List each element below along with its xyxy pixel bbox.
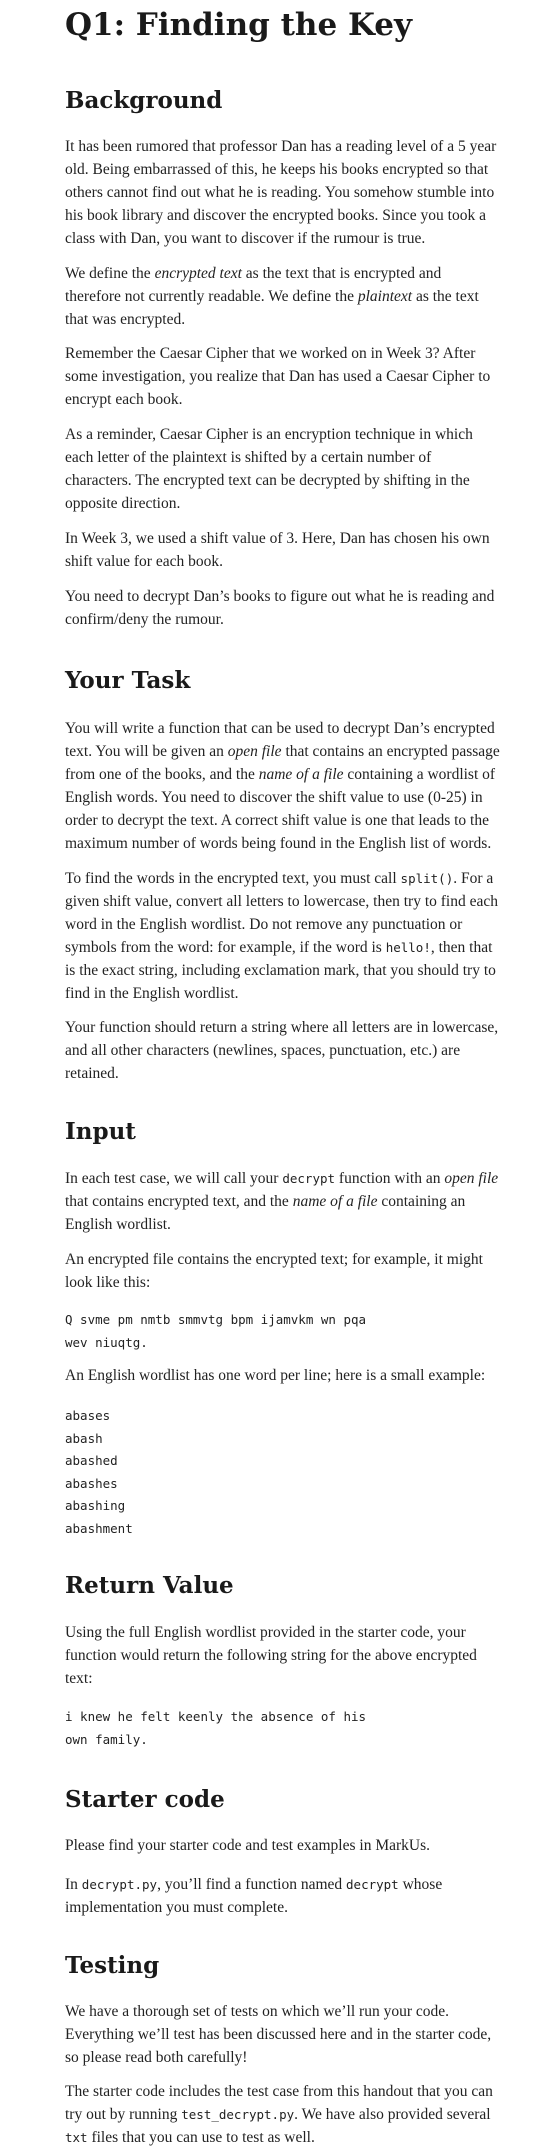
input-paragraph-3: An English wordlist has one word per line; here is a small example: xyxy=(65,1367,486,1384)
background-paragraph-6 xyxy=(65,585,530,631)
text-line: is the exact string, including exclamation mark, that you should try to xyxy=(65,962,496,979)
code-line: i knew he felt keenly the absence of his xyxy=(65,1709,367,1724)
text-line: You will write a function that can be used to decrypt Dan’s encrypted xyxy=(65,720,495,737)
text-line xyxy=(65,867,530,890)
text-line: text: xyxy=(65,1670,93,1687)
code-line: own family. xyxy=(65,1731,148,1747)
heading-input: Input xyxy=(65,1118,136,1145)
text-line xyxy=(65,262,530,285)
text-run: as the text that is encrypted and xyxy=(241,265,442,282)
term-plaintext: plaintext xyxy=(357,288,413,305)
text-run: files that you can use to test as well. xyxy=(87,2129,315,2146)
inline-code-split: split() xyxy=(400,871,454,886)
heading-testing: Testing xyxy=(65,1952,160,1979)
text-line: given shift value, convert all letters to lowercase, then try to find each xyxy=(65,893,498,910)
task-paragraph-3 xyxy=(65,1016,530,1085)
text-run: containing an xyxy=(377,1193,466,1210)
text-line: that was encrypted. xyxy=(65,311,186,328)
text-line xyxy=(65,1190,530,1213)
code-block-return-example xyxy=(65,1706,530,1751)
code-line: abases xyxy=(65,1408,111,1423)
text-line xyxy=(65,740,530,763)
text-run: from one of the books, and the xyxy=(65,766,259,783)
heading-starter-code: Starter code xyxy=(65,1786,225,1813)
return-paragraph-1 xyxy=(65,1621,530,1690)
text-run: containing a wordlist of xyxy=(343,766,496,783)
text-line: Remember the Caesar Cipher that we worked on in Week 3? After xyxy=(65,345,476,362)
text-line: his book library and discover the encrypted books. Since you took a xyxy=(65,207,486,224)
text-run: In each test case, we will call your xyxy=(65,1170,283,1187)
text-line: others cannot find out what he is reading. You somehow stumble into xyxy=(65,184,495,201)
inline-code-decrypt: decrypt xyxy=(282,1171,336,1186)
text-line: order to decrypt the text. A correct shift value is one that leads to the xyxy=(65,812,489,829)
text-line: We have a thorough set of tests on which we’ll run your code. xyxy=(65,2003,449,2020)
testing-paragraph-2 xyxy=(65,2080,530,2149)
text-run: function with an xyxy=(335,1170,445,1187)
starter-paragraph-1: Please find your starter code and test examples in MarkUs. xyxy=(65,1837,431,1854)
text-line: word in the English wordlist. Do not remove any punctuation or xyxy=(65,916,463,933)
text-line: English wordlist. xyxy=(65,1216,171,1233)
text-run: that contains encrypted text, and the xyxy=(65,1193,293,1210)
background-paragraph-1 xyxy=(65,135,530,250)
text-line: shift value for each book. xyxy=(65,553,223,570)
text-line: English words. You need to discover the shift value to use (0-25) in xyxy=(65,789,483,806)
text-line: characters. The encrypted text can be decrypted by shifting in the xyxy=(65,472,470,489)
text-line: implementation you must complete. xyxy=(65,1899,288,1916)
text-run: that contains an encrypted passage xyxy=(281,743,500,760)
text-line: Your function should return a string where all letters are in lowercase, xyxy=(65,1019,499,1036)
text-line xyxy=(65,1167,530,1190)
code-line: abashes xyxy=(65,1475,118,1491)
task-paragraph-2 xyxy=(65,867,530,1005)
background-paragraph-3 xyxy=(65,342,530,411)
text-line: confirm/deny the rumour. xyxy=(65,611,224,628)
text-line: old. Being embarrassed of this, he keeps his books encrypted so that xyxy=(65,161,489,178)
text-run: try out by running xyxy=(65,2106,182,2123)
text-run: symbols from the word: for example, if the word is xyxy=(65,939,386,956)
term-open-file: open file xyxy=(444,1170,499,1187)
background-paragraph-4 xyxy=(65,423,530,515)
task-paragraph-1 xyxy=(65,717,530,855)
text-line: opposite direction. xyxy=(65,495,181,512)
code-block-encrypted-example xyxy=(65,1309,530,1354)
code-line: wev niuqtg. xyxy=(65,1334,148,1350)
inline-code-decrypt-py: decrypt.py xyxy=(81,1877,158,1892)
text-line: In Week 3, we used a shift value of 3. Here, Dan has chosen his own xyxy=(65,530,490,547)
heading-your-task: Your Task xyxy=(65,667,191,694)
text-line: each letter of the plaintext is shifted by a certain number of xyxy=(65,449,432,466)
text-line xyxy=(65,285,530,308)
text-line: function would return the following string for the above encrypted xyxy=(65,1647,477,1664)
text-line: some investigation, you realize that Dan has used a Caesar Cipher to xyxy=(65,368,491,385)
text-run: , you’ll find a function named xyxy=(157,1876,347,1893)
starter-paragraph-2 xyxy=(65,1873,530,1919)
code-line: abashing xyxy=(65,1498,126,1513)
input-paragraph-1 xyxy=(65,1167,530,1236)
heading-return-value: Return Value xyxy=(65,1572,234,1599)
text-line: look like this: xyxy=(65,1274,151,1291)
text-line: Using the full English wordlist provided in the starter code, your xyxy=(65,1624,466,1641)
text-run: To find the words in the encrypted text, you must call xyxy=(65,870,401,887)
text-run: whose xyxy=(398,1876,443,1893)
text-run: We define the xyxy=(65,265,155,282)
text-line: An encrypted file contains the encrypted text; for example, it might xyxy=(65,1251,483,1268)
code-line: abashment xyxy=(65,1520,133,1536)
text-line: class with Dan, you want to discover if the rumour is true. xyxy=(65,230,426,247)
text-run: . For a xyxy=(453,870,494,887)
text-run: In xyxy=(65,1876,82,1893)
term-encrypted-text: encrypted text xyxy=(154,265,242,282)
text-line xyxy=(65,936,530,959)
code-line: abashed xyxy=(65,1453,118,1468)
text-line: encrypt each book. xyxy=(65,391,183,408)
heading-background: Background xyxy=(65,87,223,114)
text-line: find in the English wordlist. xyxy=(65,985,239,1002)
text-line: As a reminder, Caesar Cipher is an encryption technique in which xyxy=(65,426,473,443)
testing-paragraph-1 xyxy=(65,2000,530,2069)
text-line: The starter code includes the test case from this handout that you can xyxy=(65,2083,493,2100)
text-line xyxy=(65,763,530,786)
text-line xyxy=(65,1873,530,1896)
text-line: It has been rumored that professor Dan has a reading level of a 5 year xyxy=(65,138,497,155)
text-run: , then that xyxy=(430,939,493,956)
inline-code-hello: hello! xyxy=(385,940,431,955)
inline-code-test-decrypt-py: test_decrypt.py xyxy=(181,2107,295,2122)
text-line: retained. xyxy=(65,1065,119,1082)
text-line: You need to decrypt Dan’s books to figure out what he is reading and xyxy=(65,588,495,605)
term-name-of-a-file: name of a file xyxy=(292,1193,378,1210)
text-line: maximum number of words being found in the English list of words. xyxy=(65,835,492,852)
text-line xyxy=(65,2126,530,2149)
text-line xyxy=(65,2103,530,2126)
background-paragraph-2 xyxy=(65,262,530,331)
term-open-file: open file xyxy=(227,743,282,760)
code-block-wordlist-example xyxy=(65,1405,530,1540)
code-line: Q svme pm nmtb smmvtg bpm ijamvkm wn pqa xyxy=(65,1312,367,1327)
input-paragraph-2 xyxy=(65,1248,530,1294)
text-run: . We have also provided several xyxy=(294,2106,491,2123)
background-paragraph-5 xyxy=(65,527,530,573)
text-line: and all other characters (newlines, spaces, punctuation, etc.) are xyxy=(65,1042,461,1059)
term-name-of-a-file: name of a file xyxy=(258,766,344,783)
inline-code-decrypt: decrypt xyxy=(346,1877,399,1892)
text-run: as the text xyxy=(412,288,479,305)
code-line: abash xyxy=(65,1430,103,1446)
page-title: Q1: Finding the Key xyxy=(65,7,412,43)
text-line: so please read both carefully! xyxy=(65,2049,248,2066)
text-run: text. You will be given an xyxy=(65,743,228,760)
text-line: Everything we’ll test has been discussed here and in the starter code, xyxy=(65,2026,492,2043)
inline-code-txt: txt xyxy=(65,2130,88,2145)
text-run: therefore not currently readable. We define the xyxy=(65,288,358,305)
